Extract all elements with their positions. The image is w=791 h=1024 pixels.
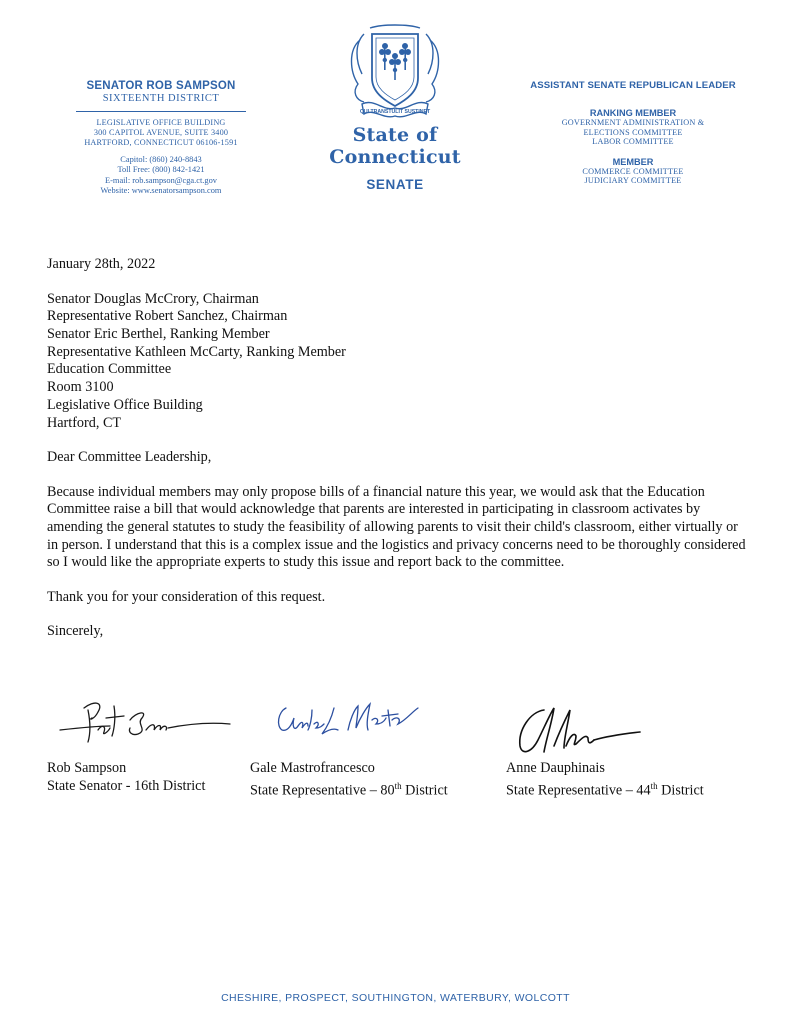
office-address: LEGISLATIVE OFFICE BUILDING 300 CAPITOL AVENUE, SUITE 3400 HARTFORD, CONNECTICUT 06106-1591 [84, 118, 238, 147]
ranking-member-committees: GOVERNMENT ADMINISTRATION & ELECTIONS COMMITTEE LABOR COMMITTEE [561, 118, 705, 147]
chamber-name: SENATE [366, 177, 424, 192]
state-title: State of Connecticut [329, 124, 461, 168]
senator-district: SIXTEENTH DISTRICT [102, 93, 220, 104]
signature-rob-sampson [58, 690, 233, 750]
letter-body [47, 256, 747, 641]
salutation: Dear Committee Leadership, [47, 449, 212, 466]
recipient-address: Senator Douglas McCrory, Chairman Representative Robert Sanchez, Chairman Senator Eric Berthel, Ranking Member Representative Kathleen McCarty, Ranking Member Education Committee Room 3100 Legislative Office Building Hartford, CT [47, 290, 346, 431]
signer-1 [47, 759, 205, 795]
signer-title: State Representative – 44th District [506, 781, 704, 799]
state-seal-icon [340, 22, 450, 122]
signer-name: Anne Dauphinais [506, 760, 605, 776]
footer-towns: CHESHIRE, PROSPECT, SOUTHINGTON, WATERBURY, WOLCOTT [221, 992, 570, 1004]
signer-2 [250, 759, 448, 800]
letter-date: January 28th, 2022 [47, 256, 156, 272]
member-committees: COMMERCE COMMITTEE JUDICIARY COMMITTEE [582, 166, 684, 186]
leader-title: ASSISTANT SENATE REPUBLICAN LEADER [530, 80, 736, 91]
letterhead-right [515, 80, 751, 186]
thanks-line: Thank you for your consideration of this request. [47, 588, 326, 605]
signature-anne-dauphinais [510, 700, 645, 758]
member-heading: MEMBER [612, 156, 654, 167]
letterhead-center [300, 22, 490, 192]
signer-title: State Representative – 80th District [250, 781, 448, 799]
signer-3 [506, 759, 704, 800]
signer-name: Gale Mastrofrancesco [250, 760, 375, 776]
contact-info: Capitol: (860) 240-8843 Toll Free: (800) 842-1421 E-mail: rob.sampson@cga.ct.gov Website: www.senatorsampson.com [100, 155, 222, 195]
signer-title: State Senator - 16th District [47, 778, 206, 794]
body-paragraph: Because individual members may only propose bills of a financial nature this year, we would ask that the Education Committee raise a bill that would acknowledge that parents are interested in participating in classroom activates by amending the general statutes to study the feasibility of allowing parents to visit their child's classroom, either virtually or in person. I understand that this is a complex issue and the logistics and privacy concerns need to be thoroughly considered so I would like the appropriate experts to study this issue and report back to the committee. [47, 483, 746, 571]
signature-gale-mastrofrancesco [272, 696, 422, 746]
seal-motto: QUI TRANSTULIT SUSTINET [359, 109, 431, 115]
letterhead-left [56, 80, 266, 196]
signer-name: Rob Sampson [47, 760, 127, 776]
senator-name: SENATOR ROB SAMPSON [86, 80, 236, 92]
closing: Sincerely, [47, 623, 104, 640]
divider [76, 111, 246, 112]
ranking-member-heading: RANKING MEMBER [589, 108, 677, 118]
